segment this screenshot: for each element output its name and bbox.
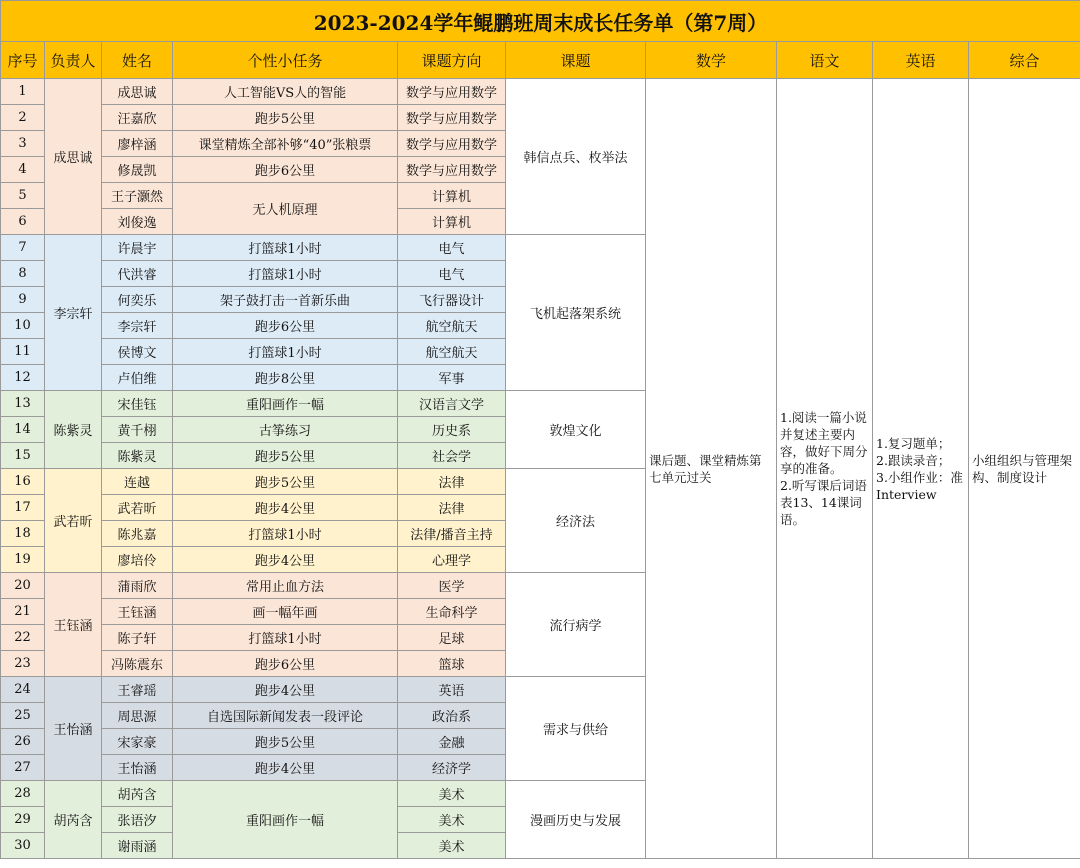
personal-task: 重阳画作一幅 bbox=[173, 391, 398, 417]
topic-direction: 金融 bbox=[398, 729, 506, 755]
topic-direction: 数学与应用数学 bbox=[398, 105, 506, 131]
row-number: 26 bbox=[1, 729, 45, 755]
header-cell: 个性小任务 bbox=[173, 42, 398, 79]
personal-task: 跑步5公里 bbox=[173, 105, 398, 131]
personal-task: 跑步5公里 bbox=[173, 443, 398, 469]
personal-task: 古筝练习 bbox=[173, 417, 398, 443]
row-number: 23 bbox=[1, 651, 45, 677]
student-name: 修晟凯 bbox=[102, 157, 173, 183]
personal-task: 跑步6公里 bbox=[173, 651, 398, 677]
topic-direction: 英语 bbox=[398, 677, 506, 703]
personal-task: 打篮球1小时 bbox=[173, 235, 398, 261]
student-name: 宋家豪 bbox=[102, 729, 173, 755]
student-name: 宋佳钰 bbox=[102, 391, 173, 417]
leader-cell: 胡芮含 bbox=[45, 781, 102, 859]
topic-direction: 美术 bbox=[398, 781, 506, 807]
topic-cell: 经济法 bbox=[506, 469, 646, 573]
row-number: 16 bbox=[1, 469, 45, 495]
header-cell: 姓名 bbox=[102, 42, 173, 79]
leader-cell: 成思诚 bbox=[45, 79, 102, 235]
topic-direction: 篮球 bbox=[398, 651, 506, 677]
topic-direction: 美术 bbox=[398, 807, 506, 833]
student-name: 周思源 bbox=[102, 703, 173, 729]
math-task: 课后题、课堂精炼第七单元过关 bbox=[646, 79, 777, 859]
topic-direction: 美术 bbox=[398, 833, 506, 859]
topic-direction: 法律 bbox=[398, 495, 506, 521]
student-name: 陈紫灵 bbox=[102, 443, 173, 469]
topic-direction: 计算机 bbox=[398, 209, 506, 235]
student-name: 汪嘉欣 bbox=[102, 105, 173, 131]
row-number: 2 bbox=[1, 105, 45, 131]
english-task: 1.复习题单； 2.跟读录音； 3.小组作业：准Interview bbox=[873, 79, 969, 859]
student-name: 冯陈震东 bbox=[102, 651, 173, 677]
personal-task: 跑步6公里 bbox=[173, 157, 398, 183]
header-cell: 数学 bbox=[646, 42, 777, 79]
comprehensive-task: 小组组织与管理架构、制度设计 bbox=[969, 79, 1080, 859]
topic-direction: 生命科学 bbox=[398, 599, 506, 625]
row-number: 5 bbox=[1, 183, 45, 209]
personal-task: 画一幅年画 bbox=[173, 599, 398, 625]
personal-task: 重阳画作一幅 bbox=[173, 781, 398, 859]
sheet-title: 2023-2024学年鲲鹏班周末成长任务单（第7周） bbox=[1, 1, 1080, 42]
topic-direction: 医学 bbox=[398, 573, 506, 599]
topic-direction: 电气 bbox=[398, 261, 506, 287]
student-name: 王子灏然 bbox=[102, 183, 173, 209]
header-cell: 课题 bbox=[506, 42, 646, 79]
student-name: 胡芮含 bbox=[102, 781, 173, 807]
row-number: 29 bbox=[1, 807, 45, 833]
row-number: 20 bbox=[1, 573, 45, 599]
student-name: 黄千栩 bbox=[102, 417, 173, 443]
row-number: 21 bbox=[1, 599, 45, 625]
personal-task: 常用止血方法 bbox=[173, 573, 398, 599]
leader-cell: 李宗轩 bbox=[45, 235, 102, 391]
row-number: 18 bbox=[1, 521, 45, 547]
personal-task: 跑步6公里 bbox=[173, 313, 398, 339]
student-name: 武若昕 bbox=[102, 495, 173, 521]
personal-task: 无人机原理 bbox=[173, 183, 398, 235]
topic-cell: 敦煌文化 bbox=[506, 391, 646, 469]
student-name: 陈子轩 bbox=[102, 625, 173, 651]
student-name: 谢雨涵 bbox=[102, 833, 173, 859]
topic-direction: 飞行器设计 bbox=[398, 287, 506, 313]
student-name: 张语汐 bbox=[102, 807, 173, 833]
personal-task: 课堂精炼全部补够“40”张粮票 bbox=[173, 131, 398, 157]
header-cell: 语文 bbox=[777, 42, 873, 79]
student-name: 何奕乐 bbox=[102, 287, 173, 313]
topic-direction: 历史系 bbox=[398, 417, 506, 443]
student-name: 连越 bbox=[102, 469, 173, 495]
header-cell: 负责人 bbox=[45, 42, 102, 79]
topic-direction: 经济学 bbox=[398, 755, 506, 781]
personal-task: 人工智能VS人的智能 bbox=[173, 79, 398, 105]
student-name: 王睿瑶 bbox=[102, 677, 173, 703]
row-number: 14 bbox=[1, 417, 45, 443]
header-row bbox=[1, 42, 1080, 79]
student-name: 李宗轩 bbox=[102, 313, 173, 339]
personal-task: 跑步4公里 bbox=[173, 495, 398, 521]
row-number: 17 bbox=[1, 495, 45, 521]
row-number: 30 bbox=[1, 833, 45, 859]
personal-task: 跑步8公里 bbox=[173, 365, 398, 391]
topic-cell: 流行病学 bbox=[506, 573, 646, 677]
header-cell: 英语 bbox=[873, 42, 969, 79]
row-number: 13 bbox=[1, 391, 45, 417]
topic-direction: 法律 bbox=[398, 469, 506, 495]
topic-direction: 政治系 bbox=[398, 703, 506, 729]
topic-direction: 社会学 bbox=[398, 443, 506, 469]
student-name: 刘俊逸 bbox=[102, 209, 173, 235]
topic-direction: 心理学 bbox=[398, 547, 506, 573]
row-number: 4 bbox=[1, 157, 45, 183]
topic-direction: 汉语言文学 bbox=[398, 391, 506, 417]
header-cell: 序号 bbox=[1, 42, 45, 79]
leader-cell: 陈紫灵 bbox=[45, 391, 102, 469]
topic-direction: 航空航天 bbox=[398, 339, 506, 365]
table-row bbox=[1, 79, 1080, 105]
row-number: 12 bbox=[1, 365, 45, 391]
row-number: 1 bbox=[1, 79, 45, 105]
row-number: 22 bbox=[1, 625, 45, 651]
topic-direction: 足球 bbox=[398, 625, 506, 651]
leader-cell: 王怡涵 bbox=[45, 677, 102, 781]
student-name: 许晨宇 bbox=[102, 235, 173, 261]
topic-direction: 数学与应用数学 bbox=[398, 131, 506, 157]
personal-task: 跑步4公里 bbox=[173, 755, 398, 781]
personal-task: 跑步5公里 bbox=[173, 469, 398, 495]
student-name: 卢伯维 bbox=[102, 365, 173, 391]
topic-cell: 漫画历史与发展 bbox=[506, 781, 646, 859]
student-name: 王怡涵 bbox=[102, 755, 173, 781]
student-name: 廖培伶 bbox=[102, 547, 173, 573]
chinese-task: 1.阅读一篇小说并复述主要内容，做好下周分享的准备。 2.听写课后词语表13、14课词语。 bbox=[777, 79, 873, 859]
row-number: 11 bbox=[1, 339, 45, 365]
personal-task: 跑步4公里 bbox=[173, 677, 398, 703]
student-name: 成思诚 bbox=[102, 79, 173, 105]
personal-task: 架子鼓打击一首新乐曲 bbox=[173, 287, 398, 313]
row-number: 27 bbox=[1, 755, 45, 781]
row-number: 10 bbox=[1, 313, 45, 339]
topic-direction: 法律/播音主持 bbox=[398, 521, 506, 547]
topic-direction: 计算机 bbox=[398, 183, 506, 209]
topic-cell: 韩信点兵、枚举法 bbox=[506, 79, 646, 235]
personal-task: 打篮球1小时 bbox=[173, 521, 398, 547]
topic-direction: 数学与应用数学 bbox=[398, 79, 506, 105]
student-name: 王钰涵 bbox=[102, 599, 173, 625]
student-name: 蒲雨欣 bbox=[102, 573, 173, 599]
topic-cell: 需求与供给 bbox=[506, 677, 646, 781]
header-cell: 课题方向 bbox=[398, 42, 506, 79]
topic-direction: 航空航天 bbox=[398, 313, 506, 339]
row-number: 6 bbox=[1, 209, 45, 235]
personal-task: 打篮球1小时 bbox=[173, 625, 398, 651]
personal-task: 打篮球1小时 bbox=[173, 261, 398, 287]
row-number: 28 bbox=[1, 781, 45, 807]
leader-cell: 王钰涵 bbox=[45, 573, 102, 677]
leader-cell: 武若昕 bbox=[45, 469, 102, 573]
topic-cell: 飞机起落架系统 bbox=[506, 235, 646, 391]
row-number: 25 bbox=[1, 703, 45, 729]
personal-task: 跑步4公里 bbox=[173, 547, 398, 573]
student-name: 廖梓涵 bbox=[102, 131, 173, 157]
row-number: 19 bbox=[1, 547, 45, 573]
row-number: 24 bbox=[1, 677, 45, 703]
student-name: 侯博文 bbox=[102, 339, 173, 365]
row-number: 9 bbox=[1, 287, 45, 313]
student-name: 代洪睿 bbox=[102, 261, 173, 287]
header-cell: 综合 bbox=[969, 42, 1080, 79]
row-number: 15 bbox=[1, 443, 45, 469]
row-number: 3 bbox=[1, 131, 45, 157]
topic-direction: 军事 bbox=[398, 365, 506, 391]
topic-direction: 数学与应用数学 bbox=[398, 157, 506, 183]
row-number: 7 bbox=[1, 235, 45, 261]
row-number: 8 bbox=[1, 261, 45, 287]
topic-direction: 电气 bbox=[398, 235, 506, 261]
student-name: 陈兆嘉 bbox=[102, 521, 173, 547]
personal-task: 自选国际新闻发表一段评论 bbox=[173, 703, 398, 729]
personal-task: 跑步5公里 bbox=[173, 729, 398, 755]
personal-task: 打篮球1小时 bbox=[173, 339, 398, 365]
